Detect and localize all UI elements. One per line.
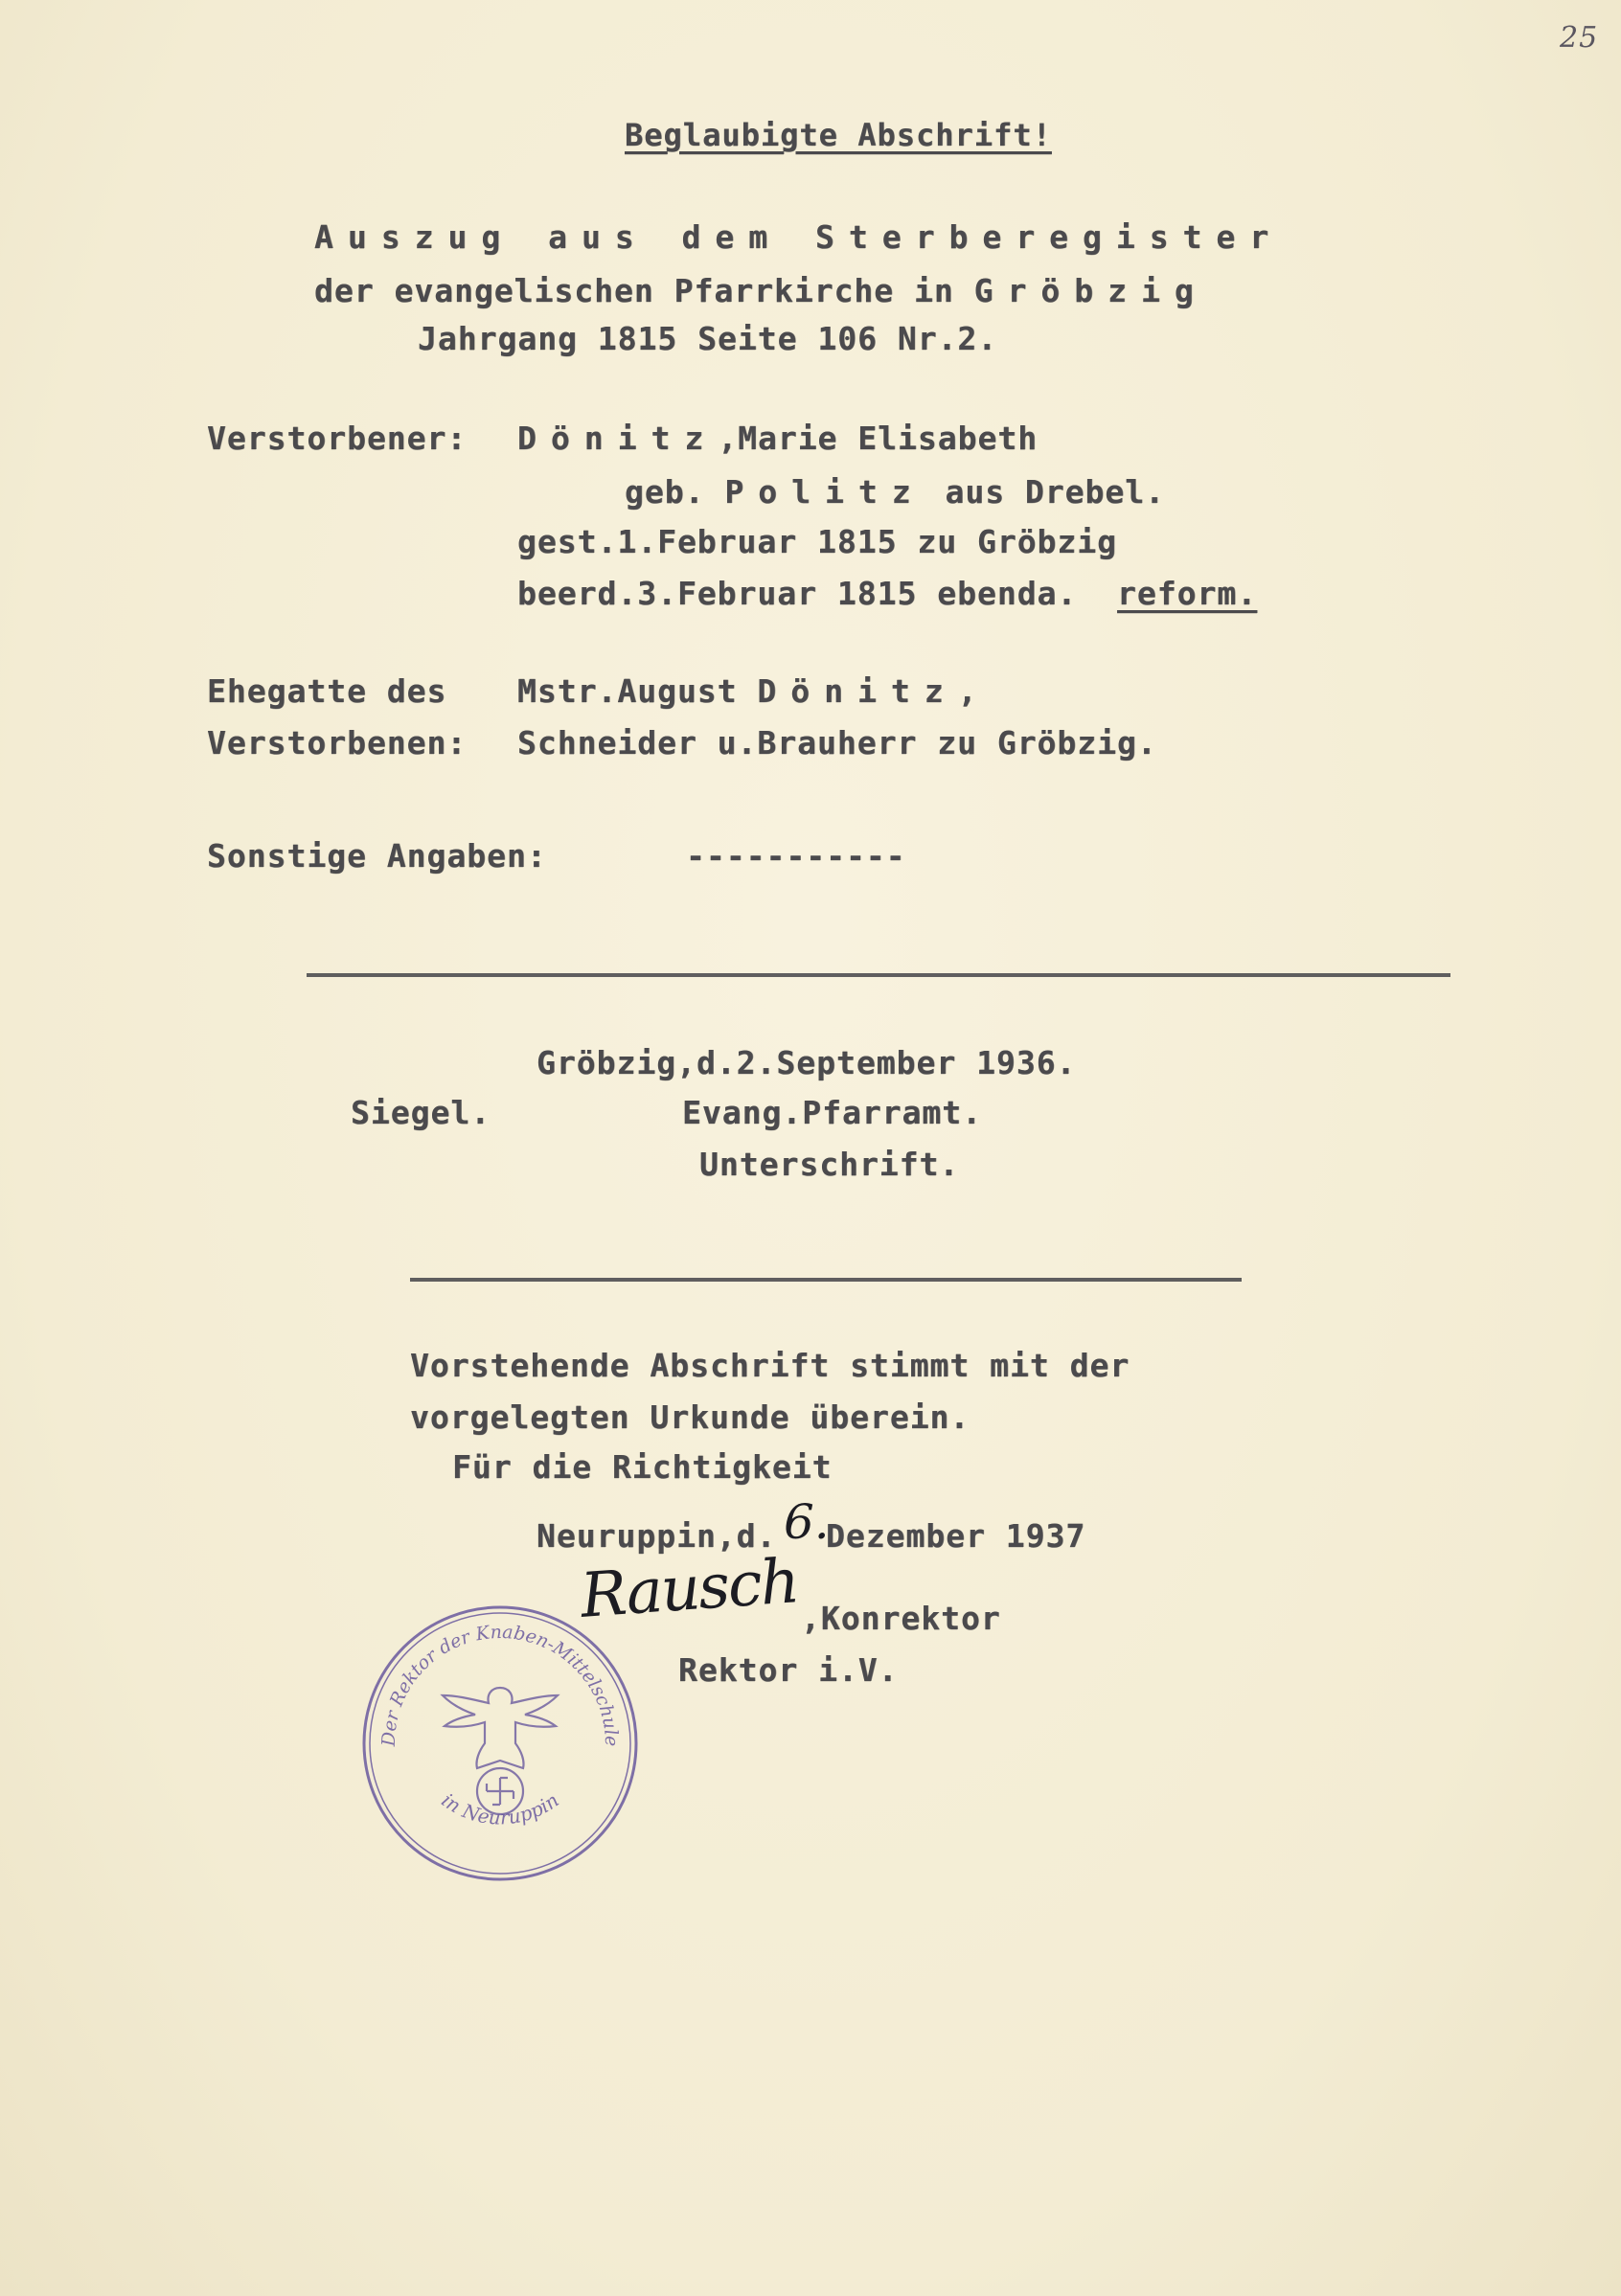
divider-rule <box>410 1278 1242 1282</box>
original-place-date: Gröbzig,d.2.September 1936. <box>537 1044 1077 1081</box>
official-stamp <box>356 1600 644 1887</box>
issuing-office: Evang.Pfarramt. <box>682 1094 983 1131</box>
certification-line-1: Vorstehende Abschrift stimmt mit der <box>410 1347 1130 1384</box>
spouse-label-2: Verstorbenen: <box>207 724 468 762</box>
deceased-name: Dönitz,Marie Elisabeth <box>517 420 1039 457</box>
document-title: Beglaubigte Abschrift! <box>625 117 1052 153</box>
spouse-name: Mstr.August Dönitz, <box>517 672 992 710</box>
page-number: 25 <box>1560 21 1599 55</box>
certification-line-2: vorgelegten Urkunde überein. <box>410 1398 970 1436</box>
certification-date-prefix: Neuruppin,d. <box>537 1517 777 1555</box>
certification-line-3: Für die Richtigkeit <box>452 1448 833 1486</box>
signer-title: ,Konrektor <box>801 1600 1001 1637</box>
spouse-label-1: Ehegatte des <box>207 672 447 710</box>
other-info-value: ----------- <box>686 837 906 875</box>
divider-rule <box>307 973 1450 977</box>
signer-role: Rektor i.V. <box>678 1651 899 1689</box>
stamp-text-top: Der Rektor der Knaben-Mittelschule <box>377 1621 623 1747</box>
svg-text:Der Rektor der Knaben-Mittelsc <box>378 1622 622 1748</box>
header-line-1: Auszug aus dem Sterberegister <box>314 218 1284 256</box>
deceased-label: Verstorbener: <box>207 420 468 457</box>
other-info-label: Sonstige Angaben: <box>207 837 547 875</box>
stamp-text-bottom: in Neuruppin <box>437 1787 563 1830</box>
handwritten-signature: Rausch <box>578 1546 801 1632</box>
handwritten-day: 6. <box>784 1494 830 1550</box>
header-line-2: der evangelischen Pfarrkirche in Gröbzig <box>314 272 1208 309</box>
seal-label: Siegel. <box>351 1094 491 1131</box>
deceased-burial: beerd.3.Februar 1815 ebenda. reform. <box>517 575 1258 612</box>
certification-date-suffix: Dezember 1937 <box>826 1517 1086 1555</box>
spouse-occupation: Schneider u.Brauherr zu Gröbzig. <box>517 724 1157 762</box>
deceased-death: gest.1.Februar 1815 zu Gröbzig <box>517 523 1118 560</box>
header-line-3: Jahrgang 1815 Seite 106 Nr.2. <box>418 320 998 357</box>
deceased-birth-name: geb. Politz aus Drebel. <box>625 473 1165 511</box>
signature-label: Unterschrift. <box>699 1146 960 1183</box>
